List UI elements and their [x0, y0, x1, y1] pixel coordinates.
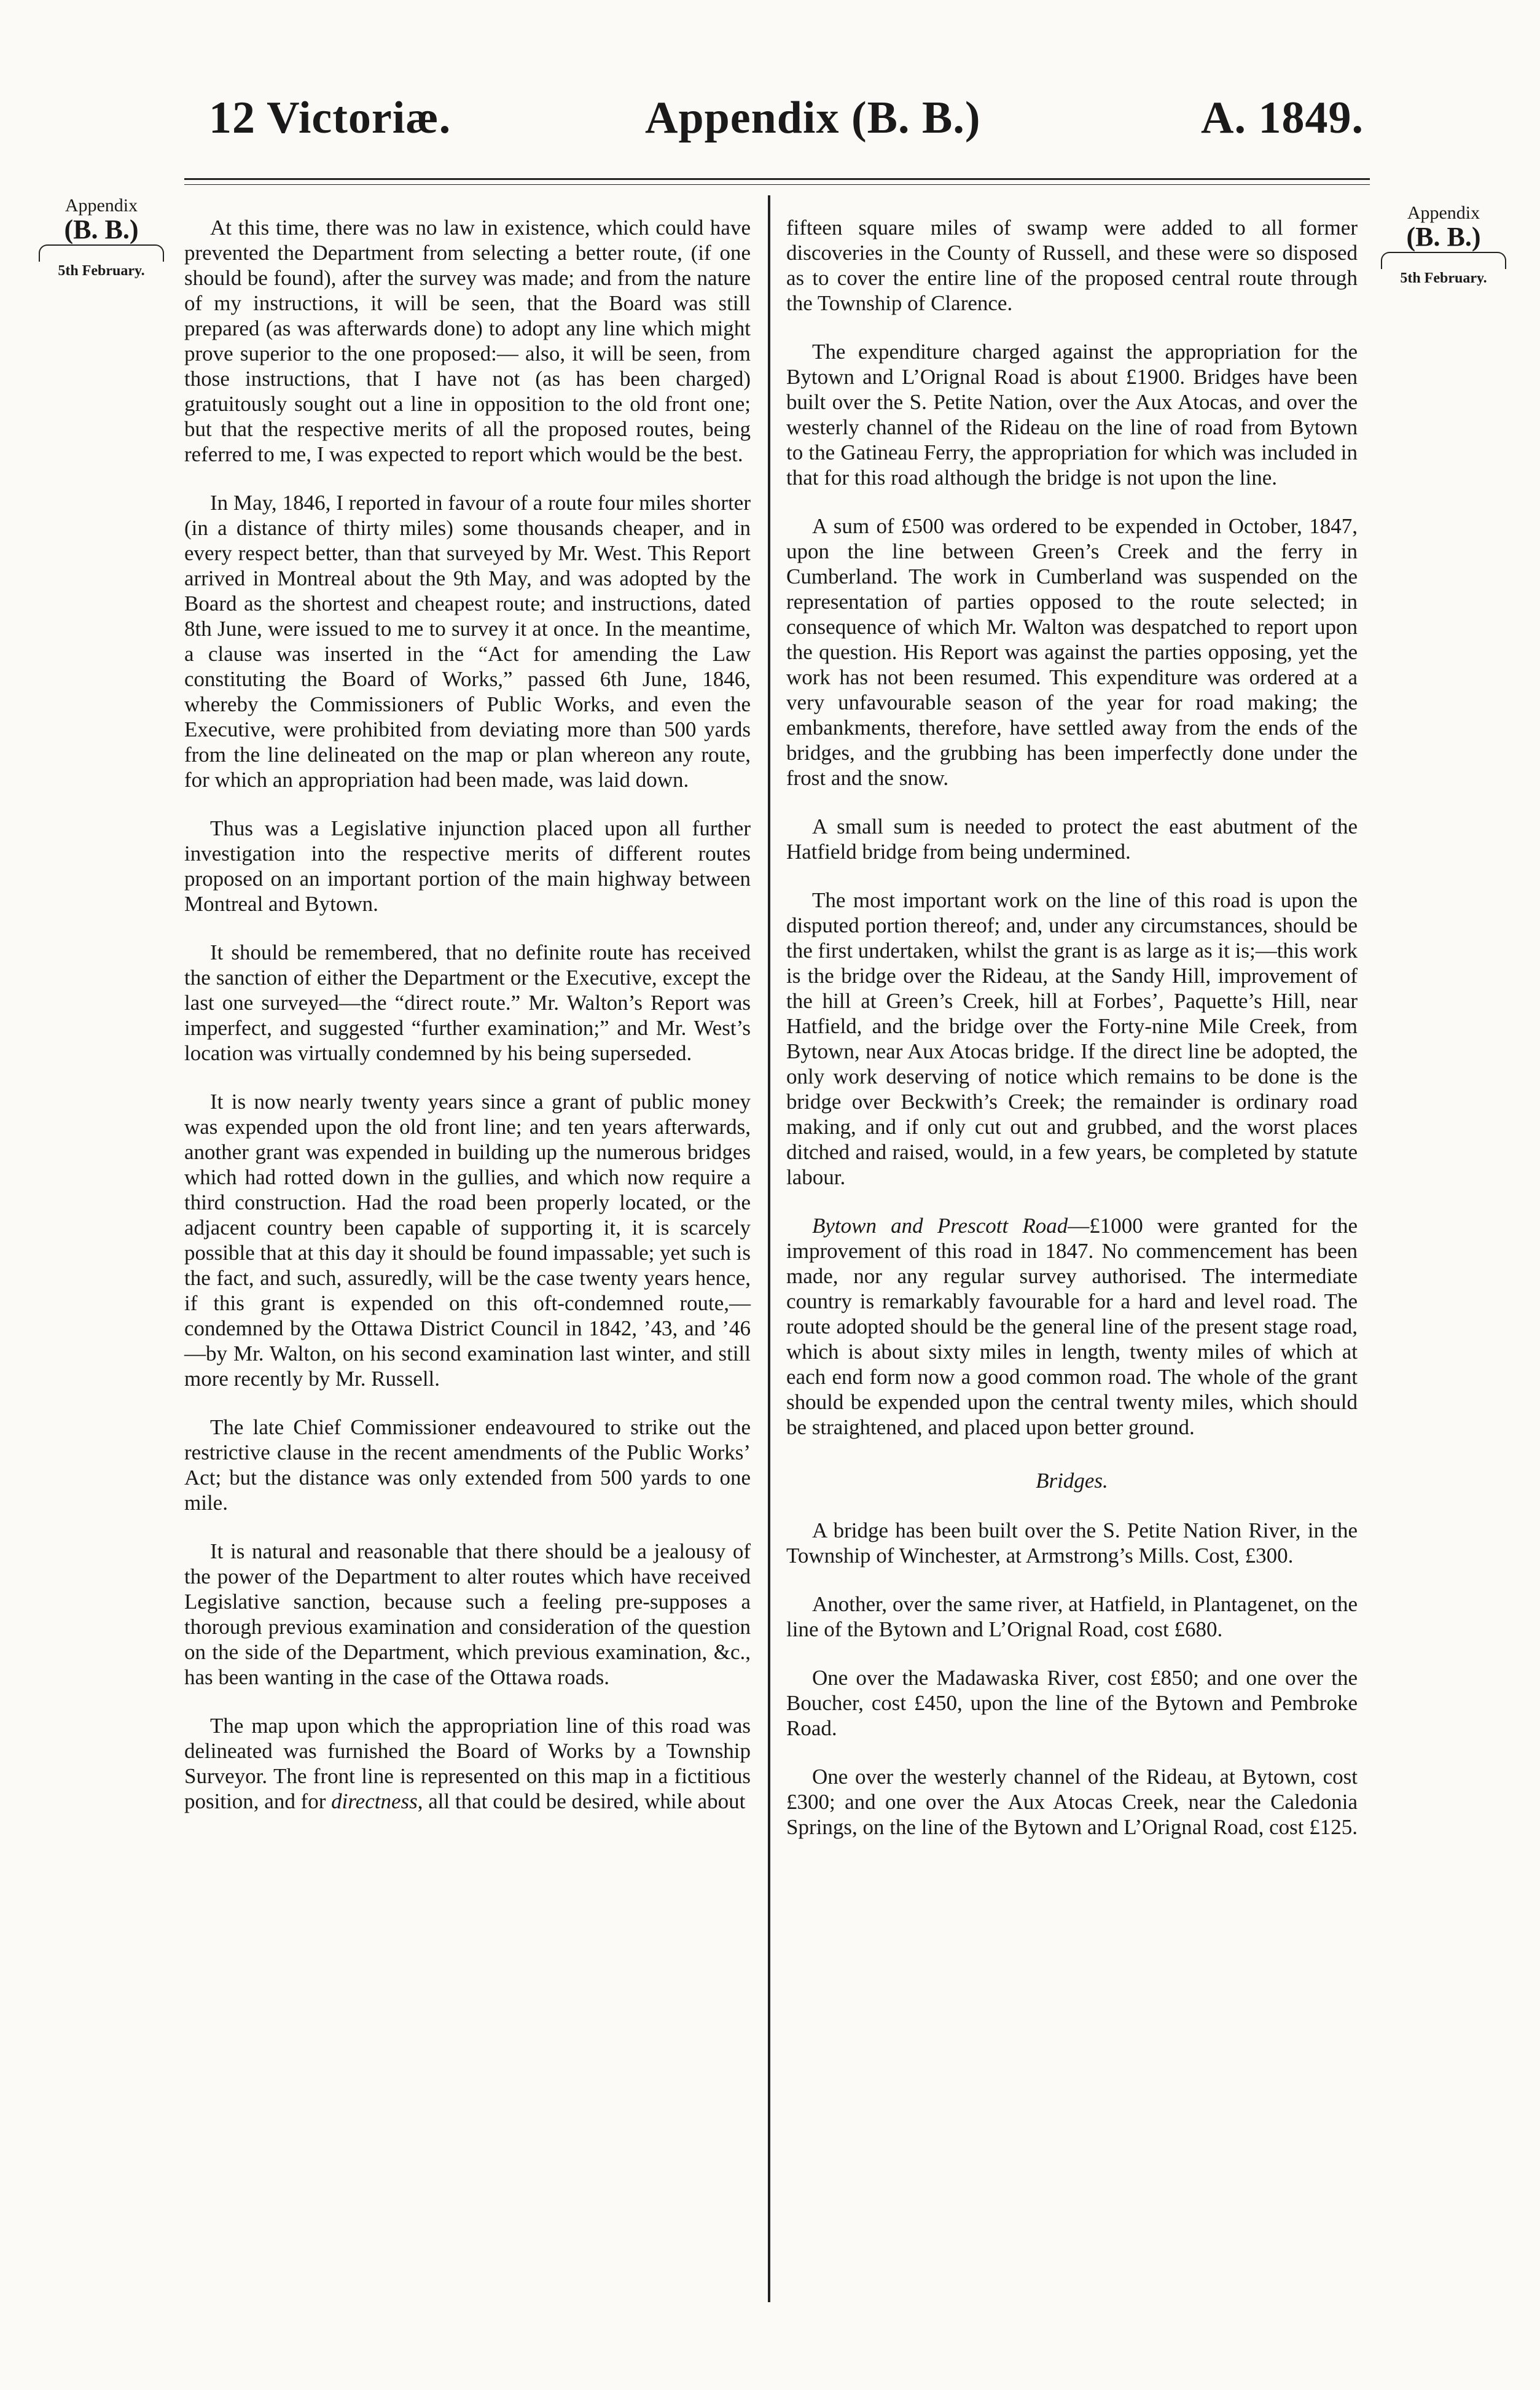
paragraph: A small sum is needed to protect the east abutment of the Hatfield bridge from being undermined. — [786, 814, 1358, 864]
italic-word: directness — [331, 1789, 418, 1813]
paragraph: It is natural and reasonable that there should be a jealousy of the power of the Department to alter routes which have received Legislative sanction, because such a feeling pre-supposes a thorough previous examination and consideration of the question on the side of the Department, which previous examination, &c., has been wanting in the case of the Ottawa roads. — [184, 1539, 751, 1689]
header-year: A. 1849. — [1201, 93, 1364, 143]
margin-appendix-code: (B. B.) — [1406, 222, 1481, 252]
margin-date: 5th February. — [1400, 270, 1487, 286]
paragraph: One over the westerly channel of the Rideau, at Bytown, cost £300; and one over the Aux Atocas Creek, near the Caledonia Springs, on the line of the Bytown and L’Orignal Road, cost £125. — [786, 1765, 1358, 1839]
header-session: 12 Victoriæ. — [209, 93, 451, 143]
paragraph: It should be remembered, that no definite route has received the sanction of either the Department or the Executive, except the last one surveyed—the “direct route.” Mr. Walton’s Report was imperfect, and suggested “further examination;” and Mr. West’s location was virtually condemned by his being superseded. — [184, 940, 751, 1065]
margin-note-right — [1370, 203, 1517, 287]
paragraph-continued: fifteen square miles of swamp were added to all former discoveries in the County of Russell, and these were so disposed as to cover the entire line of the proposed central route through the Township of Clarence. — [786, 216, 1358, 315]
paragraph-bytown-prescott — [786, 1213, 1358, 1440]
paragraph: In May, 1846, I reported in favour of a route four miles shorter (in a distance of thirty miles) some thousands cheaper, and in every respect better, than that surveyed by Mr. West. This Report arrived in Montreal about the 9th May, and was adopted by the Board as the shortest and cheapest route; and instructions, dated 8th June, were issued to me to survey it at once. In the meantime, a clause was inserted in the “Act for amending the Law constituting the Board of Works,” passed 6th June, 1846, whereby the Commissioners of Public Works, and even the Executive, were prohibited from deviating more than 500 yards from the line delineated on the map or plan whereon any route, for which an appropriation had been made, was laid down. — [184, 491, 751, 792]
margin-appendix-code: (B. B.) — [64, 214, 139, 244]
text-run: The map upon which the appropriation line of this road was delineated was furnished the Board of Works by a Township Surveyor. The front line is represented on this map in a fictitious position, and for — [184, 1714, 751, 1813]
paragraph: It is now nearly twenty years since a grant of public money was expended upon the old front line; and ten years afterwards, another grant was expended in building up the numerous bridges which had rotted down in the gullies, and which now require a third construction. Had the road been properly located, or the adjacent country been capable of supporting it, it is scarcely possible that at this day it should be found impassable; yet such is the fact, and such, assuredly, will be the case twenty years hence, if this grant is expended on this oft-condemned route,— condemned by the Ottawa District Council in 1842, ’43, and ’46—by Mr. Walton, on his second examination last winter, and still more recently by Mr. Russell. — [184, 1090, 751, 1391]
paragraph: Another, over the same river, at Hatfield, in Plantagenet, on the line of the Bytown and L’Orignal Road, cost £680. — [786, 1592, 1358, 1641]
road-heading: Bytown and Prescott Road — [812, 1214, 1068, 1238]
page-header — [209, 92, 1364, 160]
margin-note-left — [28, 195, 175, 279]
column-divider — [768, 195, 770, 2302]
margin-brace — [39, 244, 164, 262]
paragraph-map — [184, 1713, 751, 1814]
margin-date: 5th February. — [58, 263, 145, 279]
paragraph: One over the Madawaska River, cost £850; and one over the Boucher, cost £450, upon the line of the Bytown and Pembroke Road. — [786, 1666, 1358, 1740]
paragraph: Thus was a Legislative injunction placed upon all further investigation into the respective merits of different routes proposed on an important portion of the main highway between Montreal and Bytown. — [184, 816, 751, 916]
margin-appendix-label: Appendix — [1407, 203, 1480, 223]
header-appendix-title: Appendix (B. B.) — [645, 93, 981, 143]
margin-appendix-label: Appendix — [64, 195, 138, 216]
header-rule-thin — [184, 184, 1370, 185]
paragraph: At this time, there was no law in existence, which could have prevented the Department from selecting a better route, (if one should be found), after the survey was made; and from the nature of my instructions, it will be seen, that the Board was still prepared (as was afterwards done) to adopt any line which might prove superior to the one proposed:— also, it will be seen, from those instructions, that I have not (as has been charged) gratuitously sought out a line in opposition to the old front one; but that the respective merits of all the proposed routes, being referred to me, I was expected to report which would be the best. — [184, 216, 751, 466]
text-run: —£1000 were granted for the improvement of this road in 1847. No commencement has been made, nor any regular survey authorised. The intermediate country is remarkably favourable for a hard and level road. The route adopted should be the general line of the present stage road, which is about sixty miles in length, twenty miles of which at each end form now a good common road. The whole of the grant should be expended upon the central twenty miles, which should be straightened, and placed upon better ground. — [786, 1214, 1358, 1439]
paragraph: The late Chief Commissioner endeavoured to strike out the restrictive clause in the recent amendments of the Public Works’ Act; but the distance was only extended from 500 yards to one mile. — [184, 1415, 751, 1515]
paragraph: The most important work on the line of this road is upon the disputed portion thereof; and, under any circumstances, should be the first undertaken, whilst the grant is as large as it is;—this work is the bridge over the Rideau, at the Sandy Hill, improvement of the hill at Green’s Creek, hill at Forbes’, Paquette’s Hill, near Hatfield, and the bridge over the Forty-nine Mile Creek, from Bytown, near Aux Atocas bridge. If the direct line be adopted, the only work deserving of notice which remains to be done is the bridge over Beckwith’s Creek; the remainder is ordinary road making, and if only cut out and grubbed, and the worst places ditched and raised, would, in a few years, be completed by statute labour. — [786, 888, 1358, 1189]
text-run: , all that could be desired, while about — [417, 1789, 746, 1813]
margin-brace — [1381, 252, 1506, 269]
header-rule-thick — [184, 178, 1370, 180]
right-column — [786, 215, 1358, 1863]
paragraph: A sum of £500 was ordered to be expended in October, 1847, upon the line between Green’s Creek and the ferry in Cumberland. The work in Cumberland was suspended on the representation of parties opposed to the route selected; in consequence of which Mr. Walton was despatched to report upon the question. His Report was against the parties opposing, yet the work has not been resumed. This expenditure was ordered at a very unfavourable season of the year for road making; the embankments, therefore, have settled away from the ends of the bridges, and the grubbing has been imperfectly done under the frost and the snow. — [786, 514, 1358, 790]
paragraph: A bridge has been built over the S. Petite Nation River, in the Township of Winchester, at Armstrong’s Mills. Cost, £300. — [786, 1518, 1358, 1568]
bridges-heading: Bridges. — [1036, 1469, 1108, 1493]
left-column — [184, 215, 751, 1837]
paragraph: The expenditure charged against the appropriation for the Bytown and L’Orignal Road is about £1900. Bridges have been built over the S. Petite Nation, over the Aux Atocas, and over the westerly channel of the Rideau on the line of road from Bytown to the Gatineau Ferry, the appropriation for which was included in that for this road although the bridge is not upon the line. — [786, 340, 1358, 490]
